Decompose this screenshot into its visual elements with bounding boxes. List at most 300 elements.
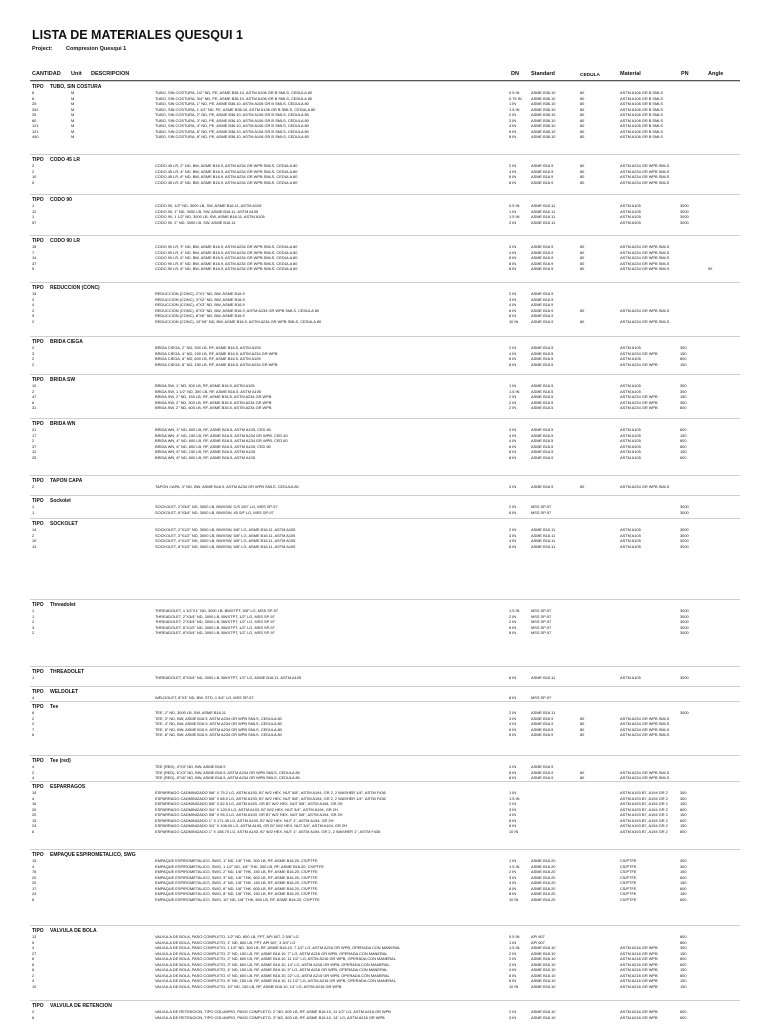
cell-dn: 2 IN — [509, 405, 517, 410]
cell-dn: 6 IN — [509, 885, 517, 891]
cell-description: TUBO, SIN COSTURA, 8" ND, PE, ASME B36.10, ASTM A106 GR B SMLS, CEDULA 80 — [155, 134, 309, 139]
cell-pn: 150 — [680, 361, 687, 367]
cell-quantity: 4 — [32, 863, 35, 869]
cell-quantity: 20 — [32, 874, 37, 880]
cell-cedula: 80 — [580, 117, 585, 123]
cell-quantity: 37 — [32, 443, 37, 449]
table-row — [0, 732, 768, 738]
table-row — [0, 134, 768, 140]
cell-cedula: 80 — [580, 123, 585, 128]
group-tipo-label: TIPO — [32, 704, 44, 710]
cell-dn: 0.5 IN — [509, 90, 520, 95]
cell-quantity: 3 — [32, 350, 35, 356]
cell-dn: 2 IN — [509, 291, 517, 296]
cell-material: ASTM A216 GR WPB — [620, 967, 658, 972]
cell-quantity: 6 — [32, 961, 35, 967]
cell-standard: ASME B16.10 — [531, 972, 556, 978]
cell-standard: ASME B16.9 — [531, 255, 554, 260]
cell-material: ASTM A234 GR WPB SMLS — [620, 307, 670, 313]
cell-standard: ASME B16.5 — [531, 438, 554, 443]
cell-dn: 0.5 IN — [509, 203, 520, 208]
table-row — [0, 180, 768, 186]
cell-quantity: 12 — [32, 208, 37, 214]
cell-description: SOCKOLET, 2"X1/2" ND, 3000 LB, BWXSW, 5/8" LG, ASME B16.11, ASTM A105 — [155, 527, 296, 532]
cell-quantity: 17 — [32, 885, 37, 891]
group-tipo-label: TIPO — [32, 285, 44, 291]
group-title: TAPON CAPA — [50, 478, 83, 484]
table-row — [0, 484, 768, 490]
cell-standard: ASME B36.10 — [531, 101, 556, 106]
cell-standard: ASME B16.9 — [531, 484, 554, 489]
cell-material: ASTM A105 — [620, 356, 641, 361]
cell-dn: 4 IN — [509, 967, 517, 972]
cell-material: CS/PTFE — [620, 869, 637, 874]
cell-pn: 300 — [680, 383, 687, 388]
cell-pn: 600 — [680, 956, 687, 961]
cell-dn: 8 IN — [509, 775, 517, 780]
cell-description: TUBO, SIN COSTURA, 4" ND, PE, ASME B36.10, ASTM A106 GR B SMLS, CEDULA 80 — [155, 123, 309, 128]
cell-description: BRIDA SW, 1" ND, 300 LB, RF, ASME B16.5, ASTM A105 — [155, 383, 255, 388]
group-divider — [30, 475, 740, 476]
cell-description: THREADOLET, 2"X3/4" ND, 3000 LB, BWXTPT, 1/2" LG, MSS SP-97 — [155, 619, 275, 624]
cell-pn: 600 — [680, 817, 687, 823]
column-header-material: Material — [620, 71, 641, 77]
cell-description: REDUCCION (CONC), 8"X6" ND, BW, ASME B16.9 — [155, 313, 245, 318]
cell-dn: 8 IN — [509, 630, 517, 635]
cell-material: ASTM A234 GR WPB SMLS — [620, 732, 670, 737]
cell-dn: 6 IN — [509, 443, 517, 449]
cell-pn: 150 — [680, 891, 687, 896]
cell-cedula: 80 — [580, 249, 585, 255]
table-row — [0, 455, 768, 461]
cell-description: CODO 90 LR, 8" ND, BW, ASME B16.9, ASTM A234 GR WPB SMLS, CEDULA 80 — [155, 260, 298, 266]
cell-quantity: 2 — [32, 163, 35, 168]
cell-material: ASTM A193 B7, A194 GR 2 — [620, 823, 668, 828]
group-title: CODO 90 LR — [50, 238, 81, 244]
table-row — [0, 675, 768, 681]
cell-quantity: 2 — [32, 484, 35, 489]
group-title: BRIDA WN — [50, 421, 76, 427]
cell-quantity: 6 — [32, 967, 35, 972]
cell-material: ASTM A106 GR B SMLS — [620, 128, 664, 134]
cell-description: CODO 90 LR, 3" ND, BW, ASME B16.9, ASTM A234 GR WPB SMLS, CEDULA 80 — [155, 244, 298, 249]
cell-quantity: 4 — [32, 764, 35, 769]
cell-quantity: 440 — [32, 134, 39, 139]
cell-cedula: 80 — [580, 134, 585, 139]
column-header-unit: Unit — [71, 71, 82, 77]
cell-cedula: 80 — [580, 95, 585, 101]
cell-quantity: 2 — [32, 388, 35, 394]
cell-quantity: 6 — [32, 710, 35, 715]
group-title: EMPAQUE ESPIROMETALICO, SWG — [50, 852, 136, 858]
cell-pn: 3000 — [680, 630, 689, 635]
cell-description: TEE, 4" ND, BW, ASME B16.9, ASTM A234 GR WPB SMLS, CEDULA 80 — [155, 721, 282, 726]
cell-description: TUBO, SIN COSTURA, 2" ND, PE, ASME B36.10, ASTM A106 GR B SMLS, CEDULA 80 — [155, 112, 309, 117]
group-divider — [30, 194, 740, 195]
cell-dn: 10 IN — [509, 983, 519, 989]
cell-quantity: 20 — [32, 806, 37, 812]
cell-angle: 90 — [708, 266, 713, 271]
cell-standard: ASME B16.11 — [531, 527, 556, 532]
cell-dn: 2 IN — [509, 163, 517, 168]
cell-quantity: 5 — [32, 939, 35, 945]
group-tipo-label: TIPO — [32, 157, 44, 163]
cell-material: ASTM A105 — [620, 203, 641, 208]
cell-standard: ASME B16.9 — [531, 163, 554, 168]
cell-cedula: 80 — [580, 260, 585, 266]
cell-standard: ASME B16.20 — [531, 891, 556, 896]
cell-quantity: 17 — [32, 432, 37, 438]
cell-dn: 2 IN — [509, 950, 517, 956]
cell-standard: ASME B16.10 — [531, 1009, 556, 1014]
cell-description: VALVULA DE BOLA, PASO COMPLETO, 1" ND, 800 LB, FPT, API 607, 3 3/4" LG — [155, 939, 296, 945]
cell-material: ASTM A216 GR WPB — [620, 945, 658, 950]
cell-material: ASTM A234 GR WPB SMLS — [620, 266, 670, 271]
cell-material: ASTM A216 GR WPB — [620, 972, 658, 978]
cell-pn: 3000 — [680, 214, 689, 219]
cell-material: ASTM A234 GR WPB SMLS — [620, 484, 670, 489]
cell-dn: 6 IN — [509, 769, 517, 775]
cell-material: ASTM A234 GR WPB SMLS — [620, 249, 670, 255]
cell-quantity: 2 — [32, 715, 35, 721]
cell-quantity: 6 — [32, 956, 35, 961]
cell-standard: ASME B36.10 — [531, 112, 556, 117]
cell-pn: 600 — [680, 454, 687, 460]
cell-material: ASTM A105 — [620, 454, 641, 460]
group-title: CODO 45 LR — [50, 157, 81, 163]
cell-quantity: 25 — [32, 454, 37, 460]
cell-material: ASTM A105 — [620, 432, 641, 438]
column-header-descripcion: DESCRIPCION — [91, 71, 130, 77]
cell-description: THREADOLET, 6"X1/2" ND, 3000 LB, BWXTPT, 1/2" LG, MSS SP-97 — [155, 624, 275, 630]
cell-description: THREADOLET, 8"X3/4" ND, 3000 LB, BWXTPT, 1/2" LG, ASME B16.11, ASTM A105 — [155, 675, 302, 680]
cell-description: REDUCCION (CONC), 6"X3" ND, BW, ASME B16.9, ASTM A234 GR WPB SMLS, CEDULA 80 — [155, 307, 320, 313]
cell-pn: 600 — [680, 874, 687, 880]
cell-quantity: 2 — [32, 438, 35, 443]
cell-standard: ASME B16.9 — [531, 291, 554, 296]
cell-dn: 8 IN — [509, 449, 517, 454]
cell-standard: ASME B16.5 — [531, 432, 554, 438]
cell-dn: 1 IN — [509, 101, 517, 106]
cell-description: VALVULA DE BOLA, PASO COMPLETO, 2" ND, 150 LB, RF, ASME B16.10, 7" LG, ASTM A216 GR WPB, OPERADA CON MANERAL — [155, 950, 388, 956]
cell-cedula: 80 — [580, 715, 585, 721]
cell-pn: 800 — [680, 939, 687, 945]
cell-pn: 150 — [680, 950, 687, 956]
cell-description: EMPAQUE ESPIROMETALICO, SWG, 1 1/2" ND, 1/8" THK, 300 LB, RF, ASME B16.20, CS/PTFE — [155, 863, 325, 869]
cell-standard: ASME B16.9 — [531, 244, 554, 249]
cell-material: ASTM A105 — [620, 383, 641, 388]
column-header-cantidad: CANTIDAD — [32, 71, 61, 77]
cell-standard: ASME B16.20 — [531, 880, 556, 885]
cell-cedula: 80 — [580, 726, 585, 732]
cell-dn: 3 IN — [509, 117, 517, 123]
cell-description: SOCKOLET, 4"X1/2" ND, 3000 LB, BWXSW, 5/8" LG, ASME B16.11, ASTM A105 — [155, 538, 296, 543]
cell-material: ASTM A105 — [620, 527, 641, 532]
cell-standard: ASME B16.9 — [531, 764, 554, 769]
cell-material: ASTM A105 — [620, 219, 641, 225]
group-tipo-label: TIPO — [32, 784, 44, 790]
cell-dn: 3 IN — [509, 244, 517, 249]
group-tipo-label: TIPO — [32, 689, 44, 695]
group-tipo-label: TIPO — [32, 478, 44, 484]
cell-quantity: 13 — [32, 543, 37, 549]
cell-pn: 150 — [680, 394, 687, 399]
cell-quantity: 20 — [32, 812, 37, 817]
cell-quantity: 4 — [32, 775, 35, 780]
cell-quantity: 2 — [32, 532, 35, 538]
cell-dn: 4 IN — [509, 123, 517, 128]
cell-description: EMPAQUE ESPIROMETALICO, SWG, 3" ND, 1/8" THK, 600 LB, RF, ASME B16.20, CS/PTFE — [155, 874, 318, 880]
cell-description: TEE (RED), 6"X3" ND, BW, ASME B16.9, ASTM A234 GR WPB SMLS, CEDULA 80 — [155, 769, 300, 775]
cell-dn: 4 IN — [509, 880, 517, 885]
cell-pn: 600 — [680, 443, 687, 449]
cell-material: ASTM A105 — [620, 449, 641, 454]
group-divider — [30, 282, 740, 283]
cell-dn: 3 IN — [509, 961, 517, 967]
cell-dn: 2 IN — [509, 710, 517, 715]
cell-dn: 6 IN — [509, 307, 517, 313]
cell-dn: 8 IN — [509, 266, 517, 271]
cell-material: ASTM A105 — [620, 208, 641, 214]
cell-description: EMPAQUE ESPIROMETALICO, SWG, 10" ND, 1/8" THK, 600 LB, RF, ASME B16.20, CS/PTFE — [155, 896, 320, 902]
cell-cedula: 80 — [580, 112, 585, 117]
table-row — [0, 319, 768, 325]
cell-description: BRIDA WN, 3" ND, 600 LB, RF, ASME B16.5, ASTM A105, CED 80 — [155, 427, 271, 432]
cell-material: ASTM A106 GR B SMLS — [620, 112, 664, 117]
cell-dn: 4 IN — [509, 764, 517, 769]
cell-dn: 8 IN — [509, 891, 517, 896]
cell-description: ESPARRAGO CADMINIZADO 3/4" X 108.00 LG, ASTM A193, GR B7 W/2 HEX. NUT 3/4", ASTM A194, GR 2H — [155, 823, 347, 828]
cell-description: TUBO, SIN COSTURA, 1/2" ND, PE, ASME B36.10, ASTM A106 GR B SMLS, CEDULA 80 — [155, 90, 313, 95]
cell-dn: 2 IN — [509, 504, 517, 509]
cell-pn: 300 — [680, 858, 687, 863]
cell-quantity: 2 — [32, 307, 35, 313]
cell-pn: 300 — [680, 945, 687, 950]
group-divider — [30, 781, 740, 782]
cell-standard: MSS SP-97 — [531, 624, 552, 630]
cell-material: ASTM A234 GR WPB SMLS — [620, 775, 670, 780]
cell-description: REDUCCION (CONC), 10"X8" ND, BW, ASME B16.9, ASTM A234 GR WPB SMLS, CEDULA 80 — [155, 318, 322, 324]
cell-quantity: 20 — [32, 880, 37, 885]
group-title: REDUCCION (CONC) — [50, 285, 100, 291]
cell-description: BRIDA SW, 2" ND, 150 LB, RF, ASME B16.5, ASTM A234 GR WPB — [155, 394, 272, 399]
cell-quantity: 25 — [32, 112, 37, 117]
cell-material: CS/PTFE — [620, 880, 637, 885]
cell-standard: ASME B16.9 — [531, 179, 554, 185]
cell-standard: ASME B16.5 — [531, 449, 554, 454]
group-title: BRIDA SW — [50, 377, 76, 383]
cell-description: EMPAQUE ESPIROMETALICO, SWG, 4" ND, 1/8" THK, 150 LB, RF, ASME B16.20, CS/PTFE — [155, 880, 318, 885]
cell-material: ASTM A216 GR WPB — [620, 956, 658, 961]
table-row — [0, 829, 768, 835]
cell-description: SOCKOLET, 3"X1/2" ND, 3000 LB, BWXSW, 5/8" LG, ASME B16.11, ASTM A105 — [155, 532, 296, 538]
cell-description: THREADOLET, 2"X3/4" ND, 3000 LB, BWXTPT, 1/2" LG, MSS SP-97 — [155, 613, 275, 619]
cell-dn: 6 IN — [509, 726, 517, 732]
cell-standard: ASME B16.10 — [531, 961, 556, 967]
cell-material: ASTM A216 GR WPB — [620, 978, 658, 983]
cell-pn: 3000 — [680, 608, 689, 613]
cell-unit: M — [71, 128, 75, 134]
cell-description: CODO 45 LR, 6" ND, BW, ASME B16.9, ASTM A234 GR WPB SMLS, CEDULA 80 — [155, 174, 298, 179]
cell-dn: 10 IN — [509, 896, 519, 902]
cell-description: CODO 45 LR, 2" ND, BW, ASME B16.9, ASTM A234 GR WPB SMLS, CEDULA 80 — [155, 163, 298, 168]
cell-quantity: 21 — [32, 427, 37, 432]
cell-description: TUBO, SIN COSTURA, 1 1/2" ND, PE, ASME B36.10, ASTM A106 GR B SMLS, CEDULA 80 — [155, 106, 316, 112]
cell-description: ESPARRAGO CADMINIZADO 5/8" X 82.5 LG, ASTM A193, GR B7 W/2 HEX. NUT 5/8", ASTM A194, GR 2H — [155, 801, 343, 806]
cell-dn: 1 IN — [509, 939, 517, 945]
cell-standard: ASME B16.9 — [531, 732, 554, 737]
cell-dn: 1.5 IN — [509, 863, 520, 869]
cell-material: CS/PTFE — [620, 863, 637, 869]
cell-quantity: 13 — [32, 934, 37, 939]
table-row — [0, 1015, 768, 1021]
cell-description: VALVULA DE BOLA, PASO COMPLETO, 4" ND, 150 LB, RF, ASME B16.10, 9" LG, ASTM A216 GR WPB, OPERADA CON MANERAL — [155, 967, 388, 972]
cell-standard: ASME B16.20 — [531, 858, 556, 863]
cell-material: CS/PTFE — [620, 858, 637, 863]
cell-pn: 150 — [680, 869, 687, 874]
cell-standard: ASME B36.10 — [531, 128, 556, 134]
cell-unit: M — [71, 106, 75, 112]
cell-quantity: 15 — [32, 817, 37, 823]
cell-material: ASTM A234 GR WPB SMLS — [620, 168, 670, 174]
group-title: Tee (red) — [50, 758, 71, 764]
cell-pn: 300 — [680, 345, 687, 350]
cell-description: VALVULA DE BOLA, PASO COMPLETO, 2" ND, 600 LB, RF, ASME B16.10, 11 1/2" LG, ASTM A216 GR WPB, OPERADA CON MANERAL — [155, 956, 396, 961]
cell-description: BRIDA CIEGA, 8" ND, 150 LB, RF, ASME B16.5, ASTM A234 GR WPB — [155, 361, 278, 367]
cell-quantity: 1 — [32, 504, 35, 509]
cell-material: ASTM A105 — [620, 538, 641, 543]
cell-dn: 3 IN — [509, 427, 517, 432]
cell-standard: ASME B16.9 — [531, 296, 554, 302]
table-row — [0, 630, 768, 636]
cell-material: ASTM A106 GR B SMLS — [620, 134, 664, 139]
cell-quantity: 1 — [32, 675, 35, 680]
cell-standard: ASME B16.11 — [531, 532, 556, 538]
cell-cedula: 80 — [580, 266, 585, 271]
cell-quantity: 1 — [32, 613, 35, 619]
cell-description: VALVULA DE BOLA, PASO COMPLETO, 1 1/2" ND, 300 LB, RF, ASME B16.10, 7 1/2" LG, ASTM A216 GR WPB, OPERADA CON MANERAL — [155, 945, 401, 950]
cell-standard: MSS SP-97 — [531, 509, 552, 515]
table-row — [0, 266, 768, 272]
cell-dn: 1.5 IN — [509, 388, 520, 394]
cell-cedula: 80 — [580, 484, 585, 489]
cell-material: ASTM A105 — [620, 214, 641, 219]
cell-description: BRIDA CIEGA, 4" ND, 150 LB, RF, ASME B16.5, ASTM A234 GR WPB — [155, 350, 278, 356]
group-tipo-label: TIPO — [32, 521, 44, 527]
cell-unit: M — [71, 101, 75, 106]
cell-standard: ASME B16.11 — [531, 675, 556, 680]
cell-description: SOCKOLET, 6"X3/4" ND, 3000 LB, BWXSW, 45 S/F LG, MSS SP-97 — [155, 509, 274, 515]
cell-quantity: 121 — [32, 123, 39, 128]
cell-quantity: 1 — [32, 203, 35, 208]
cell-pn: 600 — [680, 972, 687, 978]
cell-dn: 1.5 IN — [509, 106, 520, 112]
cell-standard: ASME B16.20 — [531, 874, 556, 880]
cell-description: CODO 45 LR, 4" ND, BW, ASME B16.9, ASTM A234 GR WPB SMLS, CEDULA 80 — [155, 168, 298, 174]
cell-standard: ASME B16.9 — [531, 726, 554, 732]
cell-quantity: 4 — [32, 945, 35, 950]
group-title: Sockolet — [50, 498, 71, 504]
cell-dn: 4 IN — [509, 249, 517, 255]
cell-quantity: 121 — [32, 128, 39, 134]
group-divider — [30, 418, 740, 419]
cell-quantity: 6 — [32, 399, 35, 405]
cell-dn: 8 IN — [509, 675, 517, 680]
cell-material: ASTM A105 — [620, 675, 641, 680]
cell-pn: 150 — [680, 449, 687, 454]
column-header-standard: Standard — [531, 71, 555, 77]
cell-dn: 0.75 IN — [509, 95, 522, 101]
cell-dn: 8 IN — [509, 978, 517, 983]
cell-cedula: 80 — [580, 721, 585, 726]
cell-cedula: 80 — [580, 90, 585, 95]
cell-dn: 3 IN — [509, 874, 517, 880]
group-tipo-label: TIPO — [32, 602, 44, 608]
cell-dn: 4 IN — [509, 350, 517, 356]
cell-material: ASTM A193 B7, A194 GR 2 — [620, 806, 668, 812]
cell-pn: 150 — [680, 432, 687, 438]
cell-material: ASTM A106 GR B SMLS — [620, 123, 664, 128]
cell-description: EMPAQUE ESPIROMETALICO, SWG, 8" ND, 1/8" THK, 150 LB, RF, ASME B16.20, CS/PTFE — [155, 891, 318, 896]
cell-description: TEE (RED), 8"X6" ND, BW, ASME B16.9, ASTM A234 GR WPB SMLS, CEDULA 80 — [155, 775, 300, 780]
cell-unit: M — [71, 90, 75, 95]
cell-cedula: 80 — [580, 179, 585, 185]
cell-description: VALVULA DE RETENCION, TIPO COLUMPIO, PASO COMPLETO, 2" ND, 600 LB, RF, ASME B16.10, 11 1/2" LG, ASTM A216 GR WPB — [155, 1009, 391, 1014]
cell-cedula: 80 — [580, 101, 585, 106]
cell-pn: 150 — [680, 967, 687, 972]
group-tipo-label: TIPO — [32, 421, 44, 427]
table-row — [0, 362, 768, 368]
cell-quantity: 4 — [32, 795, 35, 801]
cell-pn: 600 — [680, 961, 687, 967]
group-title: THREADOLET — [50, 669, 85, 675]
cell-pn: 300 — [680, 388, 687, 394]
cell-dn: 3 IN — [509, 715, 517, 721]
group-tipo-label: TIPO — [32, 1003, 44, 1009]
cell-quantity: 3 — [32, 978, 35, 983]
cell-material: CS/PTFE — [620, 891, 637, 896]
cell-pn: 600 — [680, 1014, 687, 1020]
cell-quantity: 10 — [32, 174, 37, 179]
cell-quantity: 60 — [32, 117, 37, 123]
cell-pn: 150 — [680, 350, 687, 356]
cell-dn: 1 IN — [509, 858, 517, 863]
cell-standard: ASME B16.9 — [531, 249, 554, 255]
cell-quantity: 5 — [32, 313, 35, 318]
cell-dn: 6 IN — [509, 817, 517, 823]
cell-quantity: 14 — [32, 527, 37, 532]
cell-cedula: 80 — [580, 244, 585, 249]
group-divider — [30, 495, 740, 496]
cell-pn: 300 — [680, 399, 687, 405]
cell-dn: 6 IN — [509, 128, 517, 134]
cell-cedula: 80 — [580, 732, 585, 737]
group-tipo-label: TIPO — [32, 852, 44, 858]
cell-pn: 600 — [680, 896, 687, 902]
cell-quantity: 7 — [32, 726, 35, 732]
cell-standard: ASME B16.9 — [531, 318, 554, 324]
cell-material: ASTM A193 B7, A194 GR 2 — [620, 812, 668, 817]
cell-pn: 3000 — [680, 538, 689, 543]
cell-material: ASTM A234 GR WPB — [620, 361, 658, 367]
cell-standard: ASME B16.9 — [531, 260, 554, 266]
cell-quantity: 2 — [32, 168, 35, 174]
group-divider — [30, 336, 740, 337]
cell-description: CODO 90, 1 1/2" ND, 3000 LB, SW, ASME B16.11, ASTM A105 — [155, 214, 265, 219]
cell-quantity: 1 — [32, 214, 35, 219]
cell-material: ASTM A106 GR B SMLS — [620, 117, 664, 123]
cell-dn: 4 IN — [509, 438, 517, 443]
